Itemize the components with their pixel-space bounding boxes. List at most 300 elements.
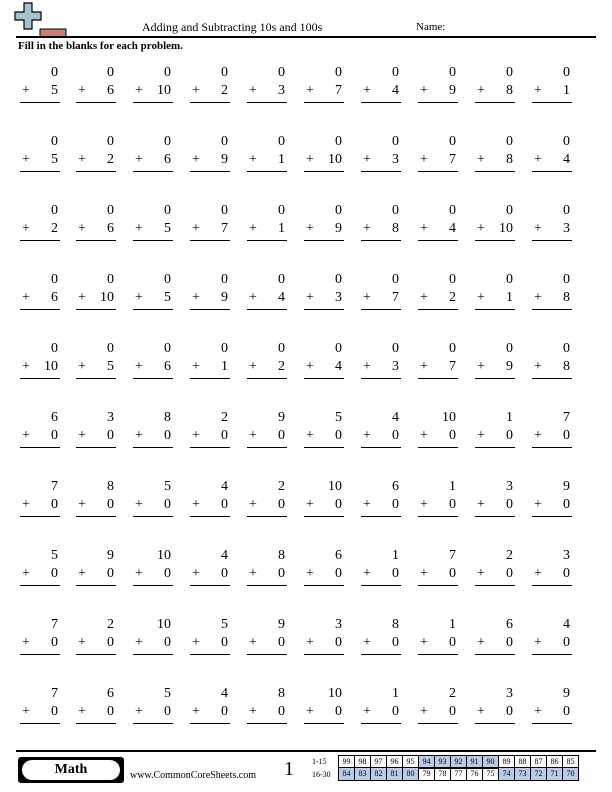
- top-number: 6: [335, 548, 342, 563]
- problem: [76, 410, 116, 452]
- bottom-number: 0: [335, 497, 342, 512]
- answer-line: [418, 309, 458, 310]
- score-key-cell: 77: [450, 767, 467, 781]
- score-key-cell: 86: [546, 755, 563, 769]
- score-key-cell: 99: [338, 755, 355, 769]
- bottom-number: 0: [563, 497, 570, 512]
- answer-line: [20, 447, 60, 448]
- plus-operator: +: [420, 566, 428, 581]
- answer-line: [418, 654, 458, 655]
- plus-operator: +: [534, 83, 542, 98]
- top-number: 0: [449, 203, 456, 218]
- answer-line: [20, 516, 60, 517]
- problem: [304, 410, 344, 452]
- answer-line: [418, 102, 458, 103]
- top-number: 8: [107, 479, 114, 494]
- problem: [190, 341, 230, 383]
- problem: [361, 272, 401, 314]
- top-number: 0: [392, 341, 399, 356]
- problem: [475, 410, 515, 452]
- bottom-number: 4: [563, 152, 570, 167]
- answer-line: [475, 516, 515, 517]
- problem: [20, 479, 60, 521]
- top-number: 0: [221, 341, 228, 356]
- answer-line: [190, 516, 230, 517]
- answer-line: [247, 240, 287, 241]
- problem: [304, 548, 344, 590]
- problem: [475, 272, 515, 314]
- top-number: 3: [506, 479, 513, 494]
- answer-line: [190, 585, 230, 586]
- problem: [532, 203, 572, 245]
- plus-operator: +: [363, 83, 371, 98]
- answer-line: [361, 723, 401, 724]
- top-number: 1: [449, 617, 456, 632]
- problem: [247, 272, 287, 314]
- problem: [361, 617, 401, 659]
- answer-line: [190, 447, 230, 448]
- answer-line: [76, 240, 116, 241]
- problem: [304, 203, 344, 245]
- score-key-cell: 79: [418, 767, 435, 781]
- top-number: 0: [506, 134, 513, 149]
- top-number: 1: [506, 410, 513, 425]
- plus-operator: +: [363, 497, 371, 512]
- plus-operator: +: [192, 290, 200, 305]
- top-number: 0: [335, 134, 342, 149]
- problem: [247, 617, 287, 659]
- top-number: 10: [442, 410, 456, 425]
- top-number: 0: [164, 341, 171, 356]
- bottom-number: 5: [107, 359, 114, 374]
- plus-operator: +: [135, 497, 143, 512]
- problem: [20, 548, 60, 590]
- bottom-number: 0: [506, 497, 513, 512]
- bottom-number: 0: [278, 635, 285, 650]
- answer-line: [76, 102, 116, 103]
- footer-divider: [16, 750, 596, 752]
- top-number: 7: [51, 686, 58, 701]
- top-number: 3: [506, 686, 513, 701]
- answer-line: [133, 447, 173, 448]
- bottom-number: 0: [164, 635, 171, 650]
- plus-operator: +: [22, 704, 30, 719]
- plus-operator: +: [534, 359, 542, 374]
- answer-line: [532, 585, 572, 586]
- answer-line: [475, 654, 515, 655]
- bottom-number: 5: [51, 152, 58, 167]
- bottom-number: 0: [449, 497, 456, 512]
- top-number: 2: [506, 548, 513, 563]
- top-number: 0: [278, 341, 285, 356]
- page-number: 1: [284, 758, 294, 780]
- top-number: 6: [506, 617, 513, 632]
- score-key-cell: 70: [562, 767, 579, 781]
- answer-line: [20, 378, 60, 379]
- bottom-number: 0: [164, 428, 171, 443]
- answer-line: [418, 447, 458, 448]
- problem: [20, 134, 60, 176]
- problem: [418, 686, 458, 728]
- bottom-number: 0: [221, 566, 228, 581]
- answer-line: [304, 309, 344, 310]
- plus-operator: +: [477, 152, 485, 167]
- plus-operator: +: [306, 221, 314, 236]
- answer-line: [475, 447, 515, 448]
- bottom-number: 6: [164, 152, 171, 167]
- problem: [247, 134, 287, 176]
- plus-operator: +: [477, 704, 485, 719]
- answer-line: [133, 723, 173, 724]
- problem: [190, 686, 230, 728]
- bottom-number: 2: [449, 290, 456, 305]
- top-number: 10: [157, 617, 171, 632]
- plus-operator: +: [306, 497, 314, 512]
- top-number: 0: [335, 272, 342, 287]
- problem: [133, 617, 173, 659]
- plus-operator: +: [249, 566, 257, 581]
- problem: [532, 272, 572, 314]
- top-number: 0: [506, 65, 513, 80]
- answer-line: [190, 102, 230, 103]
- top-number: 4: [221, 479, 228, 494]
- bottom-number: 0: [51, 635, 58, 650]
- plus-operator: +: [420, 359, 428, 374]
- top-number: 0: [164, 203, 171, 218]
- plus-operator: +: [22, 152, 30, 167]
- plus-operator: +: [363, 221, 371, 236]
- bottom-number: 9: [335, 221, 342, 236]
- math-badge: [18, 757, 124, 783]
- top-number: 0: [449, 272, 456, 287]
- bottom-number: 5: [164, 221, 171, 236]
- problem: [418, 617, 458, 659]
- bottom-number: 10: [157, 83, 171, 98]
- bottom-number: 0: [335, 428, 342, 443]
- plus-operator: +: [135, 83, 143, 98]
- plus-operator: +: [249, 704, 257, 719]
- answer-line: [190, 723, 230, 724]
- top-number: 0: [51, 134, 58, 149]
- answer-line: [418, 378, 458, 379]
- bottom-number: 0: [392, 635, 399, 650]
- answer-line: [304, 585, 344, 586]
- answer-line: [475, 378, 515, 379]
- top-number: 10: [157, 548, 171, 563]
- top-number: 1: [449, 479, 456, 494]
- bottom-number: 0: [278, 428, 285, 443]
- bottom-number: 2: [107, 152, 114, 167]
- bottom-number: 0: [563, 566, 570, 581]
- plus-operator: +: [135, 152, 143, 167]
- bottom-number: 0: [335, 635, 342, 650]
- score-key-cell: 81: [386, 767, 403, 781]
- problem: [190, 134, 230, 176]
- problem: [475, 341, 515, 383]
- plus-operator: +: [192, 221, 200, 236]
- score-key-cell: 74: [498, 767, 515, 781]
- top-number: 0: [164, 134, 171, 149]
- top-number: 0: [221, 272, 228, 287]
- answer-line: [475, 102, 515, 103]
- bottom-number: 0: [221, 428, 228, 443]
- plus-operator: +: [306, 83, 314, 98]
- bottom-number: 9: [221, 290, 228, 305]
- plus-operator: +: [477, 566, 485, 581]
- plus-operator: +: [420, 83, 428, 98]
- plus-operator: +: [477, 635, 485, 650]
- problem: [418, 203, 458, 245]
- score-key-range: 16-30: [312, 770, 331, 779]
- bottom-number: 0: [51, 428, 58, 443]
- plus-operator: +: [249, 152, 257, 167]
- problem: [133, 410, 173, 452]
- answer-line: [304, 378, 344, 379]
- plus-operator: +: [78, 290, 86, 305]
- plus-operator: +: [135, 704, 143, 719]
- top-number: 8: [278, 686, 285, 701]
- answer-line: [20, 240, 60, 241]
- plus-operator: +: [135, 359, 143, 374]
- plus-operator: +: [534, 566, 542, 581]
- answer-line: [20, 309, 60, 310]
- answer-line: [532, 240, 572, 241]
- plus-operator: +: [534, 221, 542, 236]
- top-number: 0: [51, 65, 58, 80]
- top-number: 0: [563, 134, 570, 149]
- bottom-number: 6: [51, 290, 58, 305]
- problem: [475, 134, 515, 176]
- top-number: 9: [563, 479, 570, 494]
- bottom-number: 8: [506, 152, 513, 167]
- bottom-number: 8: [563, 359, 570, 374]
- bottom-number: 2: [51, 221, 58, 236]
- plus-operator: +: [534, 290, 542, 305]
- answer-line: [133, 240, 173, 241]
- answer-line: [247, 516, 287, 517]
- bottom-number: 0: [107, 497, 114, 512]
- bottom-number: 7: [392, 290, 399, 305]
- answer-line: [76, 309, 116, 310]
- bottom-number: 0: [278, 704, 285, 719]
- bottom-number: 4: [449, 221, 456, 236]
- page-title: Adding and Subtracting 10s and 100s: [142, 20, 323, 34]
- plus-operator: +: [78, 152, 86, 167]
- answer-line: [190, 309, 230, 310]
- score-key-cell: 93: [434, 755, 451, 769]
- answer-line: [361, 102, 401, 103]
- problem: [190, 410, 230, 452]
- top-number: 0: [278, 272, 285, 287]
- problem: [475, 65, 515, 107]
- plus-operator: +: [306, 428, 314, 443]
- answer-line: [247, 585, 287, 586]
- top-number: 4: [221, 686, 228, 701]
- bottom-number: 1: [506, 290, 513, 305]
- answer-line: [133, 516, 173, 517]
- score-key-cell: 95: [402, 755, 419, 769]
- plus-operator: +: [78, 428, 86, 443]
- plus-operator: +: [22, 497, 30, 512]
- plus-operator: +: [420, 152, 428, 167]
- plus-operator: +: [306, 152, 314, 167]
- plus-operator: +: [22, 359, 30, 374]
- answer-line: [475, 585, 515, 586]
- problem: [361, 686, 401, 728]
- problem: [190, 272, 230, 314]
- plus-operator: +: [192, 566, 200, 581]
- top-number: 9: [278, 410, 285, 425]
- top-number: 0: [449, 134, 456, 149]
- top-number: 2: [221, 410, 228, 425]
- top-number: 0: [107, 134, 114, 149]
- answer-line: [475, 723, 515, 724]
- problem: [361, 65, 401, 107]
- score-key-cell: 91: [466, 755, 483, 769]
- plus-operator: +: [363, 152, 371, 167]
- bottom-number: 0: [221, 635, 228, 650]
- problem: [418, 479, 458, 521]
- answer-line: [532, 516, 572, 517]
- answer-line: [133, 654, 173, 655]
- plus-operator: +: [78, 497, 86, 512]
- problem: [247, 410, 287, 452]
- bottom-number: 7: [449, 152, 456, 167]
- plus-operator: +: [249, 497, 257, 512]
- answer-line: [418, 585, 458, 586]
- bottom-number: 0: [392, 704, 399, 719]
- top-number: 0: [221, 65, 228, 80]
- plus-operator: +: [78, 566, 86, 581]
- score-key-row: [312, 768, 579, 781]
- problem: [133, 479, 173, 521]
- bottom-number: 1: [563, 83, 570, 98]
- plus-operator: +: [477, 497, 485, 512]
- answer-line: [247, 102, 287, 103]
- score-key-cell: 76: [466, 767, 483, 781]
- top-number: 0: [506, 272, 513, 287]
- answer-line: [532, 171, 572, 172]
- problem: [133, 548, 173, 590]
- name-label: Name:: [416, 21, 446, 33]
- answer-line: [532, 654, 572, 655]
- plus-operator: +: [306, 566, 314, 581]
- answer-line: [361, 309, 401, 310]
- score-key-cell: 84: [338, 767, 355, 781]
- plus-operator: +: [22, 290, 30, 305]
- problem: [133, 65, 173, 107]
- problem: [76, 134, 116, 176]
- top-number: 5: [335, 410, 342, 425]
- bottom-number: 8: [392, 221, 399, 236]
- plus-operator: +: [477, 83, 485, 98]
- problem: [76, 548, 116, 590]
- plus-operator: +: [534, 635, 542, 650]
- score-key-cell: 87: [530, 755, 547, 769]
- bottom-number: 3: [563, 221, 570, 236]
- bottom-number: 10: [499, 221, 513, 236]
- problem: [133, 272, 173, 314]
- plus-operator: +: [22, 83, 30, 98]
- problem: [532, 65, 572, 107]
- bottom-number: 0: [506, 635, 513, 650]
- answer-line: [532, 378, 572, 379]
- answer-line: [247, 447, 287, 448]
- answer-line: [247, 654, 287, 655]
- top-number: 0: [164, 272, 171, 287]
- plus-operator: +: [249, 290, 257, 305]
- problem: [304, 341, 344, 383]
- problem: [532, 479, 572, 521]
- problem: [304, 686, 344, 728]
- plus-operator: +: [135, 428, 143, 443]
- plus-operator: +: [192, 497, 200, 512]
- plus-operator: +: [192, 359, 200, 374]
- answer-line: [190, 654, 230, 655]
- problem: [76, 341, 116, 383]
- score-key-cell: 96: [386, 755, 403, 769]
- bottom-number: 0: [563, 428, 570, 443]
- problem: [190, 479, 230, 521]
- answer-line: [133, 585, 173, 586]
- plus-operator: +: [420, 635, 428, 650]
- answer-line: [133, 378, 173, 379]
- answer-line: [76, 171, 116, 172]
- problem: [361, 548, 401, 590]
- top-number: 1: [392, 686, 399, 701]
- top-number: 0: [449, 341, 456, 356]
- answer-line: [361, 654, 401, 655]
- top-number: 7: [51, 617, 58, 632]
- answer-line: [247, 378, 287, 379]
- plus-operator: +: [534, 497, 542, 512]
- answer-line: [20, 102, 60, 103]
- top-number: 8: [392, 617, 399, 632]
- plus-operator: +: [420, 290, 428, 305]
- bottom-number: 0: [335, 704, 342, 719]
- problem: [133, 203, 173, 245]
- problem: [418, 272, 458, 314]
- top-number: 0: [221, 203, 228, 218]
- top-number: 4: [563, 617, 570, 632]
- top-number: 8: [278, 548, 285, 563]
- top-number: 5: [221, 617, 228, 632]
- problem: [532, 134, 572, 176]
- top-number: 3: [563, 548, 570, 563]
- answer-line: [304, 240, 344, 241]
- score-key-cell: 72: [530, 767, 547, 781]
- plus-operator: +: [477, 359, 485, 374]
- answer-line: [76, 585, 116, 586]
- plus-operator: +: [135, 566, 143, 581]
- answer-line: [20, 171, 60, 172]
- plus-operator: +: [477, 221, 485, 236]
- problem: [304, 134, 344, 176]
- bottom-number: 0: [335, 566, 342, 581]
- top-number: 0: [563, 203, 570, 218]
- problem: [475, 203, 515, 245]
- answer-line: [532, 447, 572, 448]
- plus-operator: +: [363, 359, 371, 374]
- problem: [20, 341, 60, 383]
- bottom-number: 10: [100, 290, 114, 305]
- plus-operator: +: [135, 635, 143, 650]
- top-number: 0: [506, 341, 513, 356]
- top-number: 0: [107, 65, 114, 80]
- top-number: 9: [563, 686, 570, 701]
- problem: [418, 134, 458, 176]
- bottom-number: 7: [335, 83, 342, 98]
